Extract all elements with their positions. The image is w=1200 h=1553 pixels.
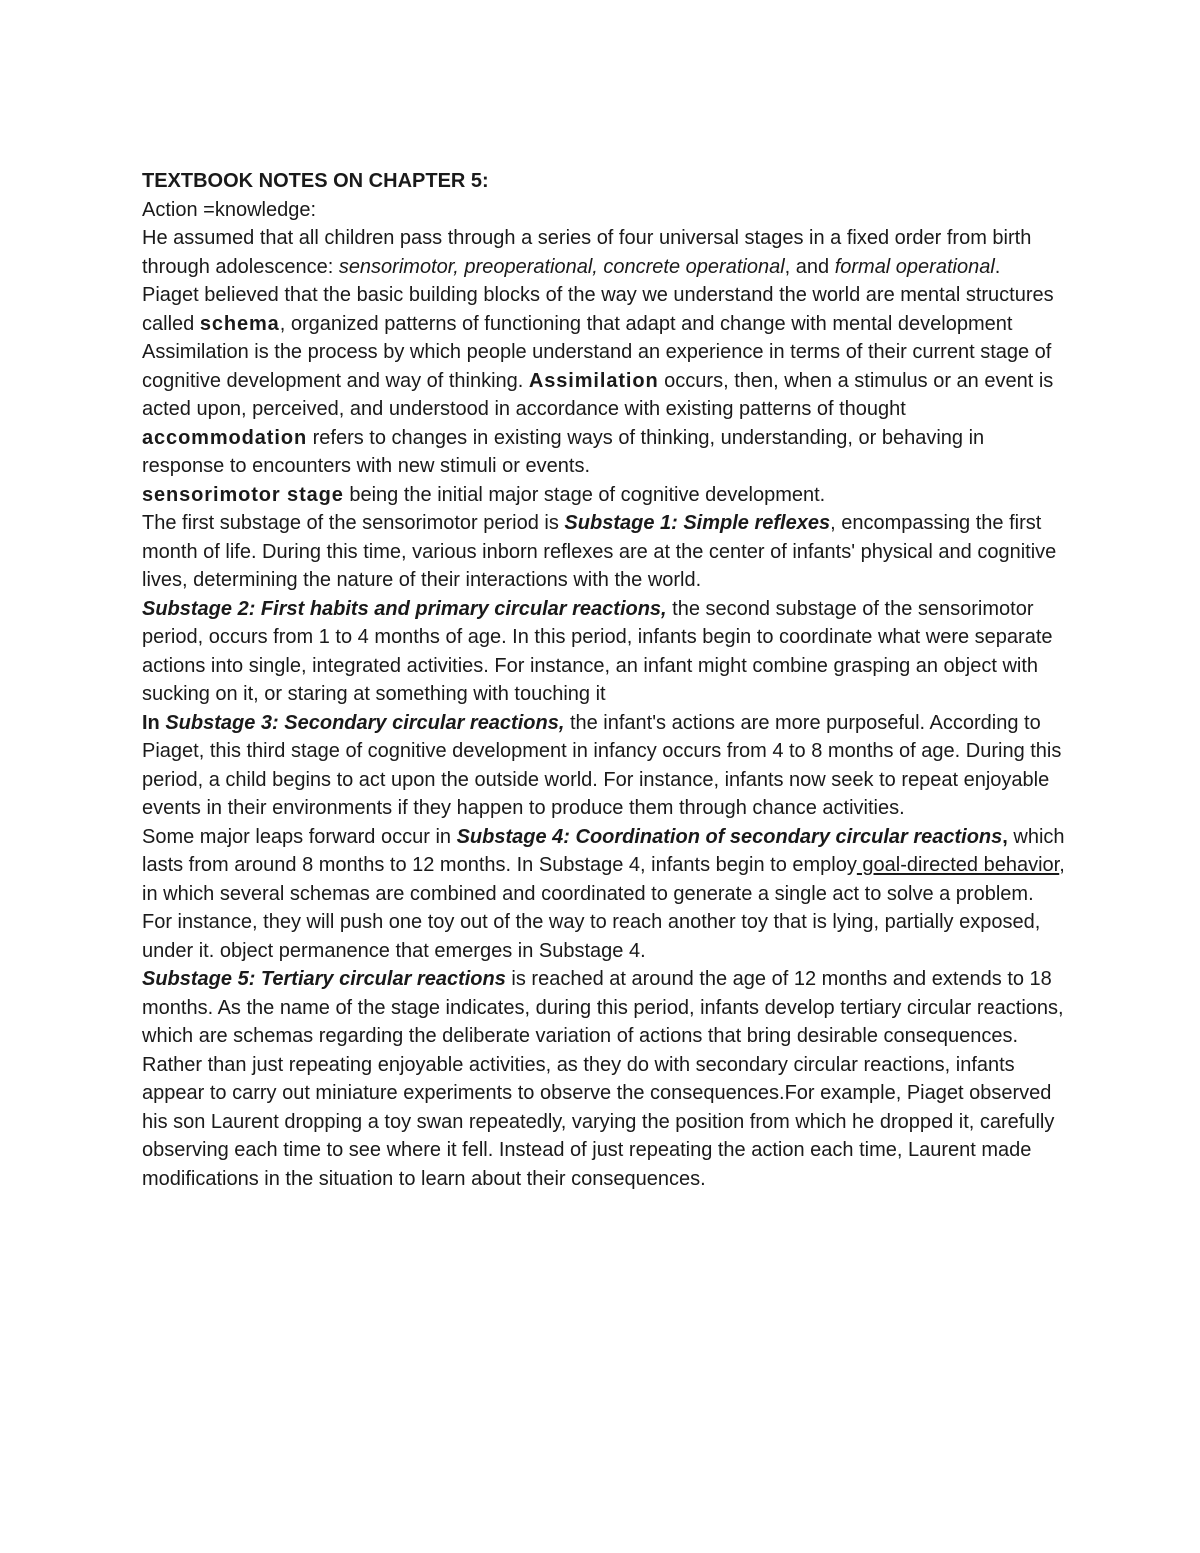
text-run: .: [994, 255, 1001, 278]
paragraph-substage-1: [142, 509, 1067, 595]
heading-substage-5: Substage 5: Tertiary circular reactions: [142, 968, 506, 990]
term-sensorimotor-stage: sensorimotor stage: [142, 483, 344, 506]
document-title: TEXTBOOK NOTES ON CHAPTER 5:: [142, 170, 489, 192]
heading-substage-1: Substage 1: Simple reflexes: [564, 512, 831, 534]
text-run: the second substage of the sensorimotor period, occurs from 1 to 4 months of age. In this period, infants begin to coordinate what were separate actions into single, integrated activities. For instance, an infant might combine grasping an object with sucking on it, or staring at something with touching it: [142, 597, 1053, 705]
paragraph-substage-2: [142, 595, 1067, 709]
text-run: , encompassing the first month of life. During this time, various inborn reflexes are at the center of infants' physical and cognitive lives, determining the nature of their interactions with the world.: [142, 512, 1057, 591]
paragraph-accommodation: [142, 424, 1067, 481]
paragraph-schema: [142, 281, 1067, 338]
heading-substage-4: Substage 4: Coordination of secondary circular reactions: [456, 825, 1003, 848]
paragraph-substage-5: [142, 965, 1067, 1193]
paragraph-substage-3: [142, 709, 1067, 823]
paragraph-action-knowledge: Action =knowledge:: [142, 198, 317, 221]
stage-names-italic: sensorimotor, preoperational, concrete operational: [338, 255, 785, 278]
text-run: Piaget believed that the basic building blocks of the way we understand the world are mental structures called: [142, 284, 1054, 335]
paragraph-assimilation: [142, 338, 1067, 424]
text-run-bold: In: [142, 711, 166, 734]
text-run: is reached at around the age of 12 months and extends to 18 months. As the name of the stage indicates, during this period, infants develop tertiary circular reactions, which are schemas regarding the deliberate variation of actions that bring desirable consequences. Rather than just repeating enjoyable activities, as they do with secondary circular reactions, infants appear to carry out miniature experiments to observe the consequences.For example, Piaget observed his son Laurent dropping a toy swan repeatedly, varying the position from which he dropped it, carefully observing each time to see where it fell. Instead of just repeating the action each time, Laurent made modifications in the situation to learn about their consequences.: [142, 968, 1064, 1190]
text-run: , and: [784, 255, 835, 278]
term-goal-directed-behavior: goal-directed behavior: [856, 854, 1060, 876]
term-assimilation: Assimilation: [528, 369, 659, 392]
document-body: [142, 167, 1067, 1193]
paragraph-sensorimotor-stage: [142, 481, 1067, 510]
text-run: He assumed that all children pass through a series of four universal stages in a fixed order from birth through adolescence:: [142, 227, 1032, 278]
term-accommodation: accommodation: [142, 426, 308, 449]
text-run-bold: ,: [1002, 825, 1008, 848]
heading-substage-3: Substage 3: Secondary circular reactions,: [165, 711, 565, 734]
paragraph-four-stages: [142, 224, 1067, 281]
paragraph-substage-4: [142, 823, 1067, 966]
text-run: occurs, then, when a stimulus or an event is acted upon, perceived, and understood in accordance with existing patterns of thought: [142, 369, 1054, 420]
term-schema: schema: [199, 312, 280, 335]
text-run: which lasts from around 8 months to 12 months. In Substage 4, infants begin to employ: [142, 825, 1065, 876]
text-run: The first substage of the sensorimotor period is: [142, 512, 565, 534]
text-run: Assimilation is the process by which people understand an experience in terms of their current stage of cognitive development and way of thinking.: [142, 341, 1052, 392]
formal-operational-italic: formal operational: [834, 255, 995, 278]
text-run: , in which several schemas are combined and coordinated to generate a single act to solve a problem. For instance, they will push one toy out of the way to reach another toy that is lying, partially exposed, under it. object permanence that emerges in Substage 4.: [142, 854, 1065, 962]
text-run: , organized patterns of functioning that adapt and change with mental development: [279, 312, 1013, 335]
text-run: being the initial major stage of cognitive development.: [343, 483, 826, 506]
text-run: refers to changes in existing ways of thinking, understanding, or behaving in response to encounters with new stimuli or events.: [142, 426, 985, 477]
heading-substage-2: Substage 2: First habits and primary circular reactions,: [142, 597, 667, 620]
text-run: the infant's actions are more purposeful. According to Piaget, this third stage of cognitive development in infancy occurs from 4 to 8 months of age. During this period, a child begins to act upon the outside world. For instance, infants now seek to repeat enjoyable events in their environments if they happen to produce them through chance activities.: [142, 711, 1062, 819]
text-run: Some major leaps forward occur in: [142, 825, 457, 848]
